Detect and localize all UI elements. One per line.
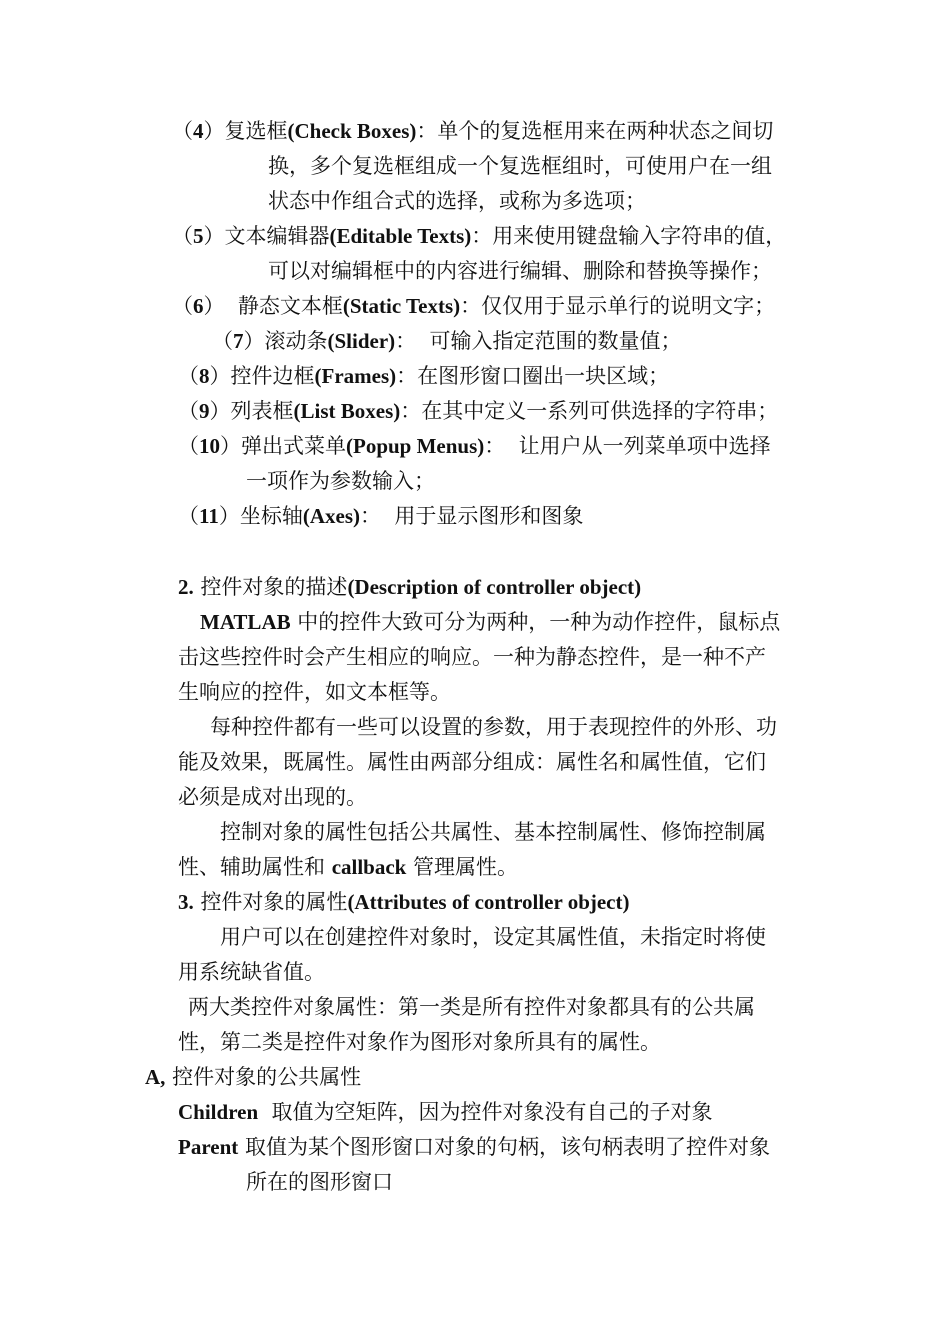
section-title-en: (Attributes of controller object) <box>347 890 630 914</box>
list-item-7: （7）滚动条(Slider)： 可输入指定范围的数量值； <box>212 329 682 353</box>
item-description: ：在其中定义一系列可供选择的字符串； <box>400 399 779 423</box>
list-item-8: （8）控件边框(Frames)：在图形窗口圈出一块区域； <box>178 364 670 388</box>
section-2-heading <box>178 573 641 601</box>
item-name-cn: 滚动条 <box>264 329 328 353</box>
paragraph-line: 击这些控件时会产生相应的响应。一种为静态控件，是一种不产 <box>178 645 766 669</box>
paragraph-line: 性、辅助属性和 callback 管理属性。 <box>178 855 519 879</box>
paragraph-line: 每种控件都有一些可以设置的参数，用于表现控件的外形、功 <box>210 715 777 739</box>
property-parent-cont: 所在的图形窗口 <box>246 1170 393 1194</box>
list-item-4: （4）复选框(Check Boxes)：单个的复选框用来在两种状态之间切 <box>172 119 774 143</box>
section-number: 3. <box>178 890 194 914</box>
property-parent <box>178 1133 770 1161</box>
list-item-10: （10）弹出式菜单(Popup Menus)： 让用户从一列菜单项中选择 <box>178 434 771 458</box>
item-name-cn: 坐标轴 <box>239 504 303 528</box>
item-name-en: (Axes) <box>302 504 361 528</box>
item-name-en: (Editable Texts) <box>329 224 472 248</box>
paragraph-line: 能及效果，既属性。属性由两部分组成：属性名和属性值，它们 <box>178 750 766 774</box>
section-title-cn: 控件对象的属性 <box>200 890 348 914</box>
item-name-cn: 文本编辑器 <box>224 224 330 248</box>
section-3-heading <box>178 888 630 916</box>
item-description: ： 可输入指定范围的数量值； <box>395 329 682 353</box>
property-description: 取值为空矩阵，因为控件对象没有自己的子对象 <box>258 1100 713 1124</box>
item-number: 8 <box>199 364 210 388</box>
property-description: 取值为某个图形窗口对象的句柄，该句柄表明了控件对象 <box>238 1135 770 1159</box>
list-item-9: （9）列表框(List Boxes)：在其中定义一系列可供选择的字符串； <box>178 399 779 423</box>
list-item-5: （5）文本编辑器(Editable Texts)：用来使用键盘输入字符串的值， <box>172 224 787 248</box>
paragraph-line: 生响应的控件，如文本框等。 <box>178 680 451 704</box>
item-number: 4 <box>193 119 204 143</box>
item-name-en: (Frames) <box>314 364 397 388</box>
paragraph-line: 控制对象的属性包括公共属性、基本控制属性、修饰控制属 <box>220 820 766 844</box>
item-name-cn: 列表框 <box>230 399 294 423</box>
item-description: ： 用于显示图形和图象 <box>360 504 584 528</box>
item-description: ：在图形窗口圈出一块区域； <box>396 364 670 388</box>
callback-term: callback <box>331 855 407 879</box>
item-name-en: (List Boxes) <box>293 399 401 423</box>
list-item-6: （6） 静态文本框(Static Texts)：仅仅用于显示单行的说明文字； <box>172 294 776 318</box>
item-name-cn: 控件边框 <box>230 364 315 388</box>
section-label: A, <box>145 1065 166 1089</box>
list-item-11: （11）坐标轴(Axes)： 用于显示图形和图象 <box>178 504 584 528</box>
item-number: 7 <box>233 329 244 353</box>
section-title-en: (Description of controller object) <box>347 575 642 599</box>
property-name: Parent <box>178 1135 239 1159</box>
paragraph-line: 性，第二类是控件对象作为图形对象所具有的属性。 <box>178 1030 661 1054</box>
item-description: ：仅仅用于显示单行的说明文字； <box>460 294 776 318</box>
item-number: 9 <box>199 399 210 423</box>
item-number: 10 <box>199 434 220 458</box>
paragraph-line: 用户可以在创建控件对象时，设定其属性值，未指定时将使 <box>220 925 766 949</box>
section-title: 控件对象的公共属性 <box>172 1065 362 1089</box>
item-description: ： 让用户从一列菜单项中选择 <box>484 434 771 458</box>
paragraph-line: 用系统缺省值。 <box>178 960 325 984</box>
item-name-cn: 弹出式菜单 <box>241 434 346 458</box>
item-name-cn: 复选框 <box>224 119 288 143</box>
item-number: 6 <box>193 294 204 318</box>
item-name-en: (Static Texts) <box>342 294 461 318</box>
paragraph-line: MATLAB 中的控件大致可分为两种，一种为动作控件，鼠标点 <box>200 610 781 634</box>
section-number: 2. <box>178 575 194 599</box>
item-number: 11 <box>199 504 219 528</box>
paragraph-line: 必须是成对出现的。 <box>178 785 367 809</box>
item-name-cn: 静态文本框 <box>237 294 343 318</box>
list-item-4-cont: 换，多个复选框组成一个复选框组时，可使用户在一组 <box>268 154 772 178</box>
matlab-term: MATLAB <box>200 610 291 634</box>
property-name: Children <box>178 1100 259 1124</box>
section-title-cn: 控件对象的描述 <box>200 575 348 599</box>
item-description: ：单个的复选框用来在两种状态之间切 <box>416 119 774 143</box>
paragraph-line: 两大类控件对象属性：第一类是所有控件对象都具有的公共属 <box>188 995 755 1019</box>
list-item-10-cont: 一项作为参数输入； <box>246 469 435 493</box>
item-name-en: (Slider) <box>327 329 396 353</box>
item-number: 5 <box>193 224 204 248</box>
list-item-4-cont: 状态中作组合式的选择，或称为多选项； <box>268 189 646 213</box>
section-a-heading <box>145 1063 361 1091</box>
list-item-5-cont: 可以对编辑框中的内容进行编辑、删除和替换等操作； <box>268 259 772 283</box>
item-name-en: (Popup Menus) <box>346 434 485 458</box>
item-name-en: (Check Boxes) <box>287 119 417 143</box>
item-description: ：用来使用键盘输入字符串的值， <box>471 224 787 248</box>
item-paren-open: （ <box>172 119 193 143</box>
property-children <box>178 1098 713 1126</box>
